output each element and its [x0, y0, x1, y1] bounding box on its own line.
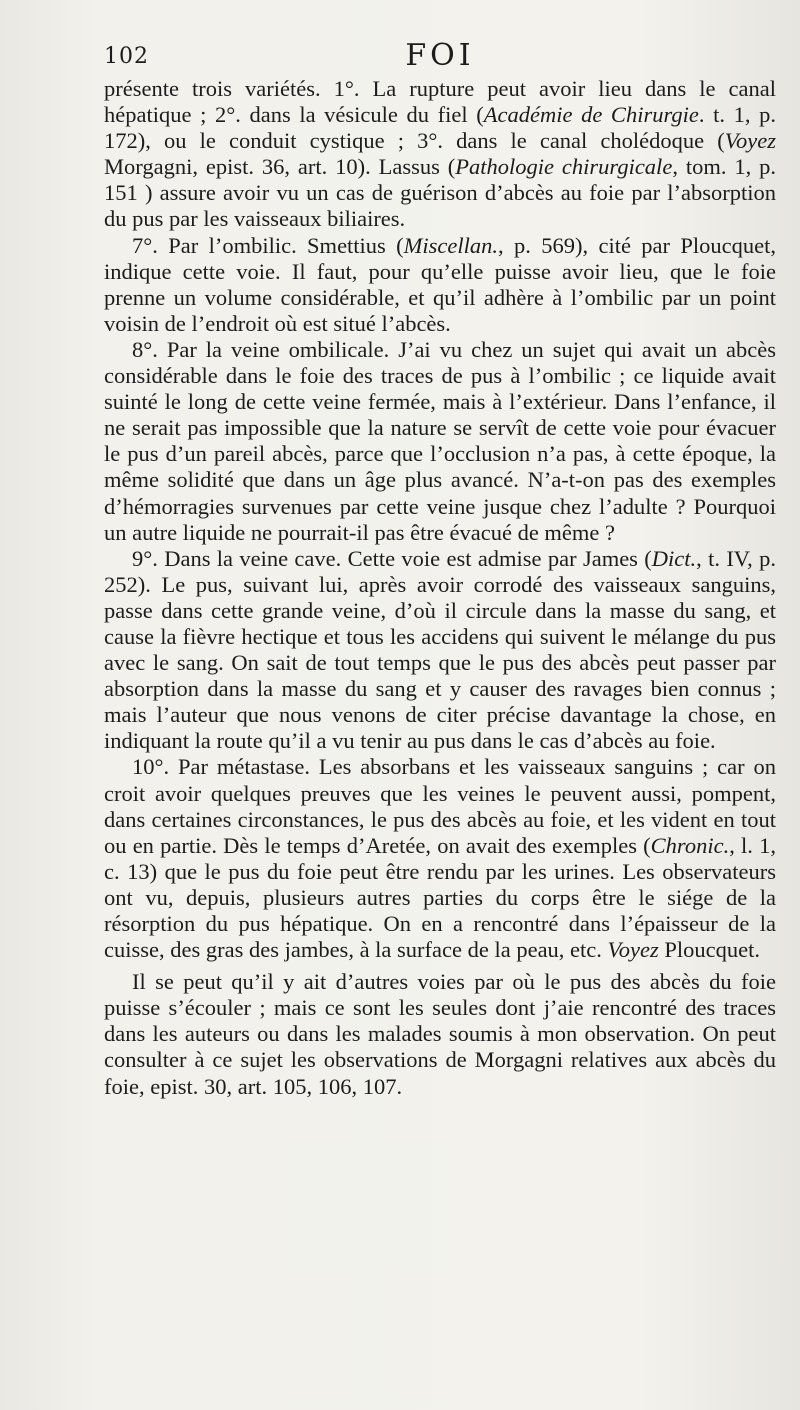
body-text	[104, 76, 776, 1100]
text-run: . t. 1, p. 172), ou le conduit cystique ; 3°. dans le canal cholédoque (	[104, 102, 776, 154]
italic-citation: Voyez	[607, 937, 659, 963]
italic-citation: Académie de Chirurgie	[483, 102, 699, 128]
italic-citation: Chronic.	[650, 832, 730, 858]
italic-citation: Miscellan.	[403, 232, 499, 258]
paragraph-9-veine-cave	[104, 546, 776, 755]
paragraph-conclusion	[104, 969, 776, 1099]
text-run: 9°. Dans la veine cave. Cette voie est admise par James (	[132, 545, 652, 571]
text-run: 8°. Par la veine ombilicale. J’ai vu chez un sujet qui avait un abcès considérable dans le foie des traces de pus à l’ombilic ; ce liquide avait suinté le long de cette veine fermée, mais à l’extérieur. Dans l’enfance, il ne serait pas impossible que la nature se servît de cette voie pour évacuer le pus d’un pareil abcès, parce que l’occlusion n’a pas, à cette époque, la même solidité que dans un âge plus avancé. N’a-t-on pas des exemples d’hémorragies survenues par cette veine jusque chez l’adulte ? Pourquoi un autre liquide ne pourrait-il pas être évacué de même ?	[104, 336, 776, 545]
text-run: , tom. 1, p. 151 ) assure avoir vu un cas de guérison d’abcès au foie par l’absorption du pus par les vaisseaux biliaires.	[104, 154, 776, 232]
page-number: 102	[104, 44, 149, 69]
running-title: FOI	[405, 38, 475, 73]
text-run: 10°. Par métastase. Les absorbans et les vaisseaux sanguins ; car on croit avoir quelques preuves que les veines le peuvent aussi, pompent, dans certaines circonstances, le pus des abcès au foie, et les vident en tout ou en partie. Dès le temps d’Aretée, on avait des exemples (	[104, 754, 776, 858]
paragraph-10-metastase	[104, 754, 776, 963]
text-run: Morgagni, epist. 36, art. 10). Lassus (	[104, 154, 456, 180]
text-run: , l. 1, c. 13) que le pus du foie peut être rendu par les urines. Les observateurs ont vu, depuis, plusieurs autres parties du corps être le siége de la résorption du pus hépatique. On en a rencontré dans l’épaisseur de la cuisse, des gras des jambes, à la surface de la peau, etc.	[104, 832, 776, 963]
paragraph-8-veine-ombilicale	[104, 337, 776, 546]
paragraph-7-ombilic	[104, 233, 776, 337]
italic-citation: Voyez	[724, 128, 776, 154]
text-run: , t. IV, p. 252). Le pus, suivant lui, après avoir corrodé des vaisseaux sanguins, passe dans cette grande veine, d’où il circule dans la masse du sang, et cause la fièvre hectique et tous les accidens qui suivent le mélange du pus avec le sang. On sait de tout temps que le pus des abcès peut passer par absorption dans la masse du sang et y causer des ravages bien connus ; mais l’auteur que nous venons de citer précise davantage la chose, en indiquant la route qu’il a vu tenir au pus dans le cas d’abcès au foie.	[104, 545, 776, 754]
italic-citation: Dict.	[651, 545, 697, 571]
paragraph-continuation	[104, 76, 776, 233]
text-run: Ploucquet.	[658, 937, 761, 963]
text-run: , p. 569), cité par Ploucquet, indique cette voie. Il faut, pour qu’elle puisse avoir lieu, que le foie prenne un volume considérable, et qu’il adhère à l’ombilic par un point voisin de l’endroit où est situé l’abcès.	[104, 232, 777, 336]
italic-citation: Pathologie chirurgicale	[455, 154, 673, 180]
text-run: 7°. Par l’ombilic. Smettius (	[132, 232, 404, 258]
text-run: Il se peut qu’il y ait d’autres voies par où le pus des abcès du foie puisse s’écouler ; mais ce sont les seules dont j’aie rencontré des traces dans les auteurs ou dans les malades soumis à mon observation. On peut consulter à ce sujet les observations de Morgagni relatives aux abcès du foie, epist. 30, art. 105, 106, 107.	[104, 969, 776, 1099]
text-run: présente trois variétés. 1°. La rupture peut avoir lieu dans le canal hépatique ; 2°. dans la vésicule du fiel (	[104, 76, 776, 128]
